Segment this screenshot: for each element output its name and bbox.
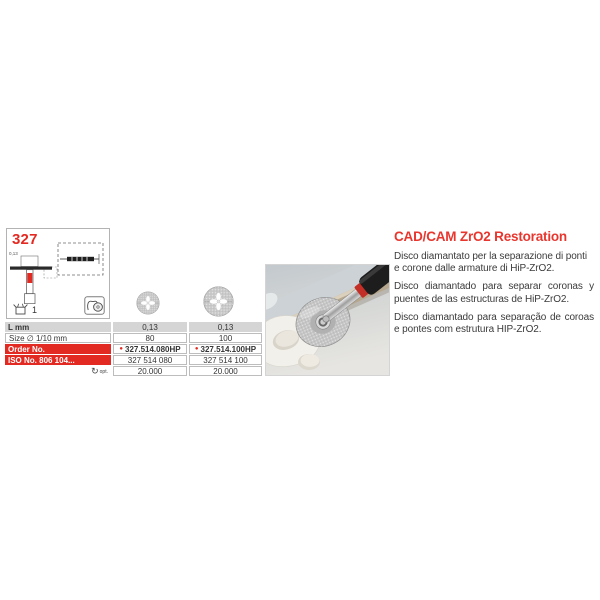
stock-dot-icon: ●	[194, 346, 199, 352]
pack-quantity: 1	[32, 305, 38, 315]
description-block	[394, 229, 594, 342]
rotation-speed-opt-label: opt.	[99, 369, 108, 375]
mandrel-screw	[323, 316, 329, 322]
order-no-080-value: 327.514.080HP	[125, 344, 181, 354]
row-order-label: Order No.	[5, 344, 111, 354]
description-title: CAD/CAM ZrO2 Restoration	[394, 229, 567, 244]
speed-value-100: 20.000	[189, 366, 262, 376]
spec-table	[5, 322, 262, 376]
iso-no-100: 327 514 100	[189, 355, 262, 365]
row-speed-label	[5, 366, 111, 376]
description-portuguese: Disco diamantado para separação de coroas e pontes com estrutura HIP-ZrO2.	[394, 311, 594, 336]
disc-image-size-100	[203, 286, 234, 317]
size-value-100: 100	[189, 333, 262, 343]
technical-drawing	[8, 242, 108, 304]
description-italian: Disco diamantato per la separazione di ponti e corone dalle armature di HiP-ZrO2.	[394, 251, 587, 275]
speed-value-80: 20.000	[113, 366, 187, 376]
tooth-disc-application-icon	[84, 296, 105, 315]
application-photo	[266, 265, 389, 375]
package-icon	[13, 303, 28, 315]
product-number: 327	[12, 231, 38, 248]
product-box	[6, 228, 110, 319]
row-size-label: Size ∅ 1/10 mm	[5, 333, 111, 343]
row-lmm-label: L mm	[5, 322, 111, 332]
dimension-label: 0,13	[9, 251, 18, 256]
rotation-speed-icon: ↻	[91, 365, 99, 376]
disc-image-size-80	[136, 291, 160, 315]
row-iso-label: ISO No. 806 104...	[5, 355, 111, 365]
order-no-100	[189, 344, 262, 354]
iso-no-080: 327 514 080	[113, 355, 187, 365]
lmm-value-100: 0,13	[189, 322, 262, 332]
order-no-100-value: 327.514.100HP	[200, 344, 257, 354]
stock-dot-icon: ●	[119, 346, 123, 352]
order-no-080	[113, 344, 187, 354]
description-spanish: Disco diamantado para separar coronas y puentes de las estructuras de HiP-ZrO2.	[394, 281, 594, 305]
size-value-80: 80	[113, 333, 187, 343]
lmm-value-80: 0,13	[113, 322, 187, 332]
